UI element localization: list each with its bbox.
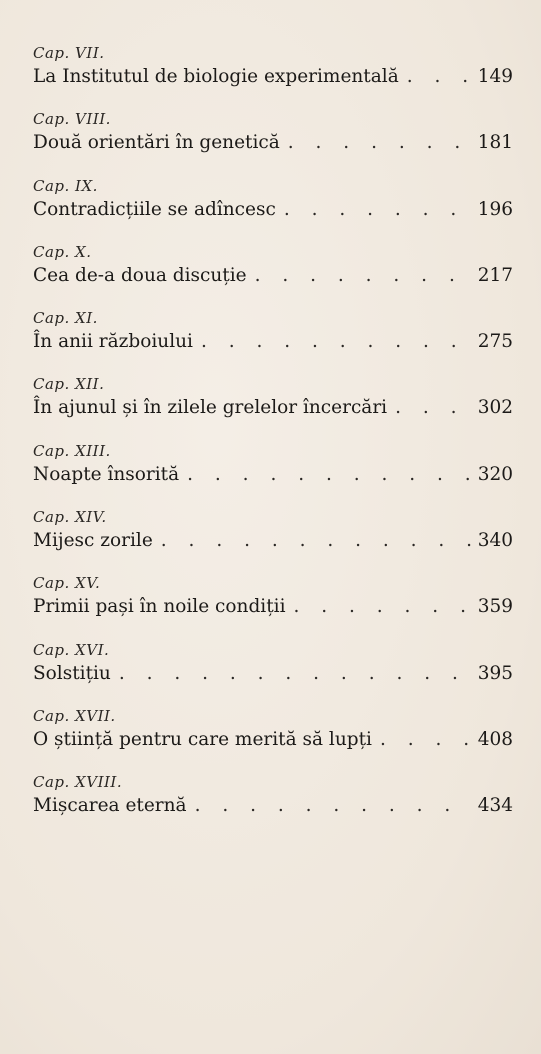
page-number: 302 — [477, 397, 513, 419]
toc-entry — [33, 773, 513, 839]
chapter-number: Cap. X. — [33, 242, 92, 261]
toc-entry — [33, 309, 513, 375]
chapter-number: Cap. IX. — [33, 176, 98, 195]
dot-leader — [119, 663, 472, 684]
dot-leader — [294, 596, 472, 617]
page-number: 149 — [477, 66, 513, 87]
toc-line — [33, 729, 513, 750]
chapter-title: Două orientări în genetică — [33, 132, 280, 154]
chapter-number: Cap. XVII. — [33, 706, 116, 725]
chapter-number: Cap. XV. — [33, 574, 101, 593]
chapter-number: Cap. XIV. — [33, 508, 107, 527]
dot-leader — [380, 729, 472, 750]
chapter-number: Cap. VIII. — [33, 110, 111, 129]
toc-entry — [33, 707, 513, 773]
toc-entry — [33, 442, 513, 508]
toc-line — [33, 132, 513, 153]
toc-entry — [33, 641, 513, 707]
toc-line — [33, 530, 513, 551]
chapter-number: Cap. XIII. — [33, 441, 111, 460]
toc-line — [33, 795, 513, 816]
dot-leader — [288, 132, 472, 153]
page-number: 217 — [477, 264, 513, 286]
page-number: 181 — [477, 132, 513, 154]
page-number: 320 — [477, 463, 513, 485]
page-number: 359 — [477, 596, 513, 618]
page-number: 196 — [477, 198, 513, 220]
dot-leader — [201, 331, 472, 352]
page-number: 434 — [477, 795, 513, 817]
page-number: 408 — [477, 728, 513, 750]
toc-entry — [33, 110, 513, 176]
toc-line — [33, 596, 513, 617]
chapter-number: Cap. XII. — [33, 375, 105, 394]
toc-line — [33, 265, 513, 286]
toc-line — [33, 331, 513, 352]
toc-line — [33, 199, 513, 220]
dot-leader — [195, 795, 472, 816]
toc-entry — [33, 574, 513, 640]
page-number: 395 — [477, 662, 513, 684]
chapter-title: O știință pentru care merită să lupți — [33, 728, 372, 750]
toc-line — [33, 66, 513, 87]
chapter-title: Mișcarea eternă — [33, 795, 187, 817]
toc-line — [33, 397, 513, 418]
toc-line — [33, 464, 513, 485]
toc-entry — [33, 508, 513, 574]
chapter-title: Cea de-a doua discuție — [33, 264, 247, 286]
toc-entry — [33, 375, 513, 441]
toc-entry — [33, 44, 513, 110]
chapter-title: Mijesc zorile — [33, 530, 153, 552]
chapter-number: Cap. XVIII. — [33, 773, 123, 792]
chapter-title: Contradicțiile se adîncesc — [33, 198, 276, 220]
dot-leader — [395, 397, 472, 418]
page-number: 275 — [477, 331, 513, 353]
toc-line — [33, 663, 513, 684]
chapter-title: Noapte însorită — [33, 463, 180, 485]
table-of-contents — [33, 44, 513, 840]
chapter-title: Solstițiu — [33, 662, 111, 684]
chapter-title: La Institutul de biologie experimentală — [33, 66, 399, 87]
dot-leader — [187, 464, 472, 485]
chapter-title: Primii pași în noile condiții — [33, 596, 286, 618]
toc-entry — [33, 177, 513, 243]
chapter-number: Cap. VII. — [33, 44, 105, 62]
dot-leader — [161, 530, 472, 551]
chapter-title: În ajunul și în zilele grelelor încercări — [33, 397, 388, 419]
dot-leader — [255, 265, 472, 286]
chapter-number: Cap. XVI. — [33, 640, 110, 659]
dot-leader — [407, 66, 472, 87]
toc-entry — [33, 243, 513, 309]
chapter-number: Cap. XI. — [33, 309, 98, 328]
dot-leader — [284, 199, 472, 220]
chapter-title: În anii războiului — [33, 331, 193, 353]
page-number: 340 — [477, 530, 513, 552]
